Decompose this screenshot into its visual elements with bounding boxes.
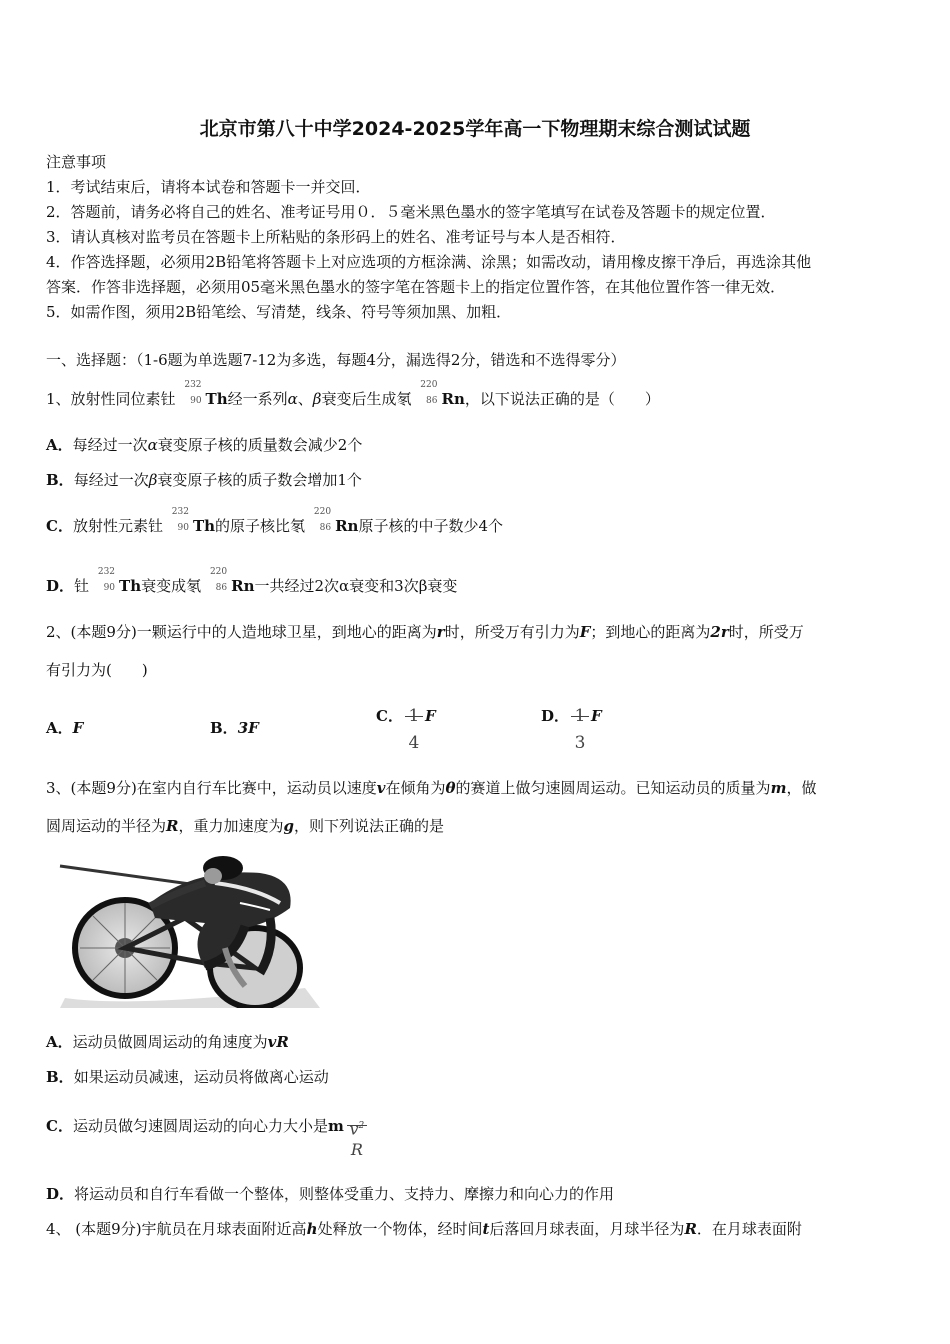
question-1-stem: 1、放射性同位素钍 232 90 Th经一系列α、β衰变后生成氡 220 86 Rn，以下说法正确的是（ ） [46,380,660,408]
q1-pre: 1、放射性同位素钍 [46,390,176,408]
q1-option-a: A．每经过一次α衰变原子核的质量数会减少2个 [46,436,363,454]
q2-option-d: D． 1 3 F [541,690,602,746]
q1-option-b: B．每经过一次β衰变原子核的质子数会增加1个 [46,471,362,489]
question-2-stem-cont: 有引力为( ) [46,661,148,679]
page-title: 北京市第八十中学2024-2025学年高一下物理期末综合测试试题 [199,118,751,140]
q2-option-a: A．F [46,719,84,737]
notice-item: 5．如需作图，须用2B铅笔绘、写清楚，线条、符号等须加黑、加粗． [46,303,512,321]
thorium-nuclide: 232 90 [171,507,189,533]
notice-heading: 注意事项 [46,153,107,171]
notice-item: 3．请认真核对监考员在答题卡上所粘贴的条形码上的姓名、准考证号与本人是否相符． [46,228,626,246]
q3-option-a: A．运动员做圆周运动的角速度为vR [46,1033,289,1051]
notice-item: 4．作答选择题，必须用2B铅笔将答题卡上对应选项的方框涂满、涂黑；如需改动，请用橡皮擦干净后，再选涂其他 [46,253,812,271]
thorium-nuclide: 232 90 [184,380,202,406]
q1-option-c: C．放射性元素钍 232 90 Th的原子核比氡 220 86 Rn原子核的中子数少4个 [46,507,503,535]
q3-option-c: C．运动员做匀速圆周运动的向心力大小是m $v^2$ R [46,1102,370,1152]
notice-item: 2．答题前，请务必将自己的姓名、准考证号用０．５毫米黑色墨水的签字笔填写在试卷及答题卡的规定位置． [46,203,776,221]
cyclist-image [55,848,325,1008]
fraction-one-third: 1 3 [569,691,591,741]
q2-option-b: B．3F [210,719,259,737]
thorium-nuclide: 232 90 [97,567,116,593]
radon-nuclide: 220 86 [313,507,332,533]
q3-option-b: B．如果运动员减速，运动员将做离心运动 [46,1068,329,1086]
section-heading: 一、选择题：（1-6题为单选题7-12为多选，每题4分，漏选得2分，错选和不选得零分） [46,351,626,369]
notice-item: 答案．作答非选择题，必须用05毫米黑色墨水的签字笔在答题卡上的指定位置作答，在其他位置作答一律无效． [46,278,786,296]
notice-item: 1．考试结束后，请将本试卷和答题卡一并交回． [46,178,371,196]
question-4-stem: 4、 (本题9分)宇航员在月球表面附近高h处释放一个物体，经时间t后落回月球表面，月球半径为R．在月球表面附 [46,1220,802,1238]
q3-option-d: D．将运动员和自行车看做一个整体，则整体受重力、支持力、摩擦力和向心力的作用 [46,1185,615,1203]
radon-nuclide: 220 86 [420,380,438,406]
fraction-v-squared-over-r: $v^2$ R [344,1103,370,1149]
question-3-stem-cont: 圆周运动的半径为R，重力加速度为g，则下列说法正确的是 [46,817,445,835]
fraction-one-quarter: 1 4 [403,691,425,741]
q2-option-c: C． 1 4 F [376,690,436,746]
radon-nuclide: 220 86 [209,567,228,593]
question-2-stem: 2、(本题9分)一颗运行中的人造地球卫星，到地心的距离为r时，所受万有引力为F；到地心的距离为2r时，所受万 [46,623,804,641]
question-3-stem: 3、(本题9分)在室内自行车比赛中，运动员以速度v在倾角为θ的赛道上做匀速圆周运动。已知运动员的质量为m，做 [46,779,817,797]
q1-option-d: D．钍 232 90 Th衰变成氡 220 86 Rn一共经过2次α衰变和3次β衰变 [46,567,458,595]
